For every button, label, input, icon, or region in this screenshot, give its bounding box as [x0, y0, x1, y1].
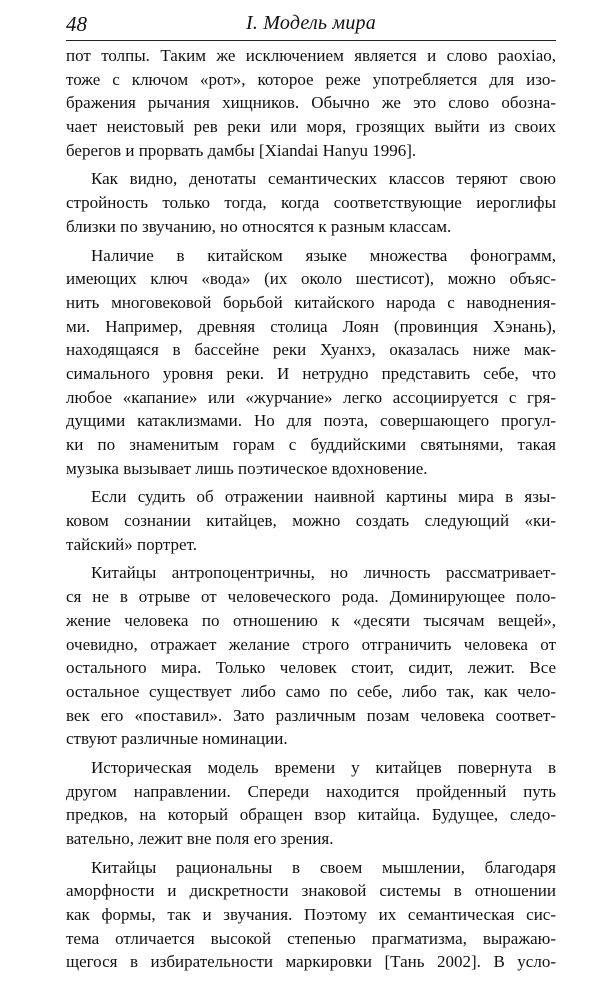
text-line: ковом сознании китайцев, можно создать следующий «ки-: [66, 511, 556, 531]
text-line: остального мира. Только человек стоит, сидит, лежит. Все: [66, 658, 556, 678]
text-line: тайский» портрет.: [66, 534, 197, 554]
text-line: стройность только тогда, когда соответствующие иероглифы: [66, 193, 556, 213]
text-line: жение человека по отношению к «десяти тысячам вещей»,: [66, 610, 556, 630]
text-line: Историческая модель времени у китайцев повернута в: [91, 757, 556, 777]
text-line: ки по знаменитым горам с буддийскими святынями, такая: [66, 435, 556, 454]
text-line: берегов и прорвать дамбы [Xiandai Hanyu 1996].: [66, 140, 417, 160]
text-line: любое «капание» или «журчание» легко ассоциируется с гря-: [66, 387, 556, 407]
body-text: [66, 44, 556, 974]
text-line: пот толпы. Таким же исключением является и слово paoxiao,: [66, 46, 556, 65]
text-line: имеющих ключ «вода» (их около шестисот), можно объяс-: [66, 269, 556, 289]
paragraph: [66, 244, 556, 481]
paragraph: [66, 44, 556, 162]
text-line: щегося в избирательности маркировки [Тань 2002]. В усло-: [66, 952, 556, 972]
text-line: как формы, так и звучания. Поэтому их семантическая сис-: [66, 905, 556, 925]
text-line: Китайцы рациональны в своем мышлении, благодаря: [91, 857, 556, 877]
text-line: музыка вызывает лишь поэтическое вдохновение.: [66, 458, 428, 478]
text-line: вательно, лежит вне поля его зрения.: [66, 829, 334, 848]
header-rule: [66, 40, 556, 41]
text-line: тоже с ключом «рот», которое реже употребляется для изо-: [66, 69, 556, 89]
paragraph: [66, 856, 556, 974]
text-line: находящаяся в бассейне реки Хуанхэ, оказалась ниже мак-: [66, 340, 556, 360]
text-line: ствуют различные номинации.: [66, 729, 288, 749]
text-line: век его «поставил». Зато различным позам человека соответ-: [66, 705, 556, 725]
paragraph: [66, 756, 556, 851]
text-line: другом направлении. Спереди находится пройденный путь: [66, 781, 556, 801]
text-line: остальное существует либо само по себе, либо так, как чело-: [66, 681, 556, 701]
text-line: чает неистовый рев реки или моря, грозящих выйти из своих: [66, 117, 556, 137]
running-head: I. Модель мира: [246, 12, 376, 34]
text-line: Китайцы антропоцентричны, но личность рассматривает-: [91, 563, 556, 583]
text-line: дущими катаклизмами. Но для поэта, совершающего прогул-: [66, 411, 556, 431]
text-line: аморфности и дискретности знаковой системы в отношении: [66, 881, 556, 901]
text-line: близки по звучанию, но относятся к разным классам.: [66, 216, 452, 236]
text-line: ся не в отрыве от человеческого рода. Доминирующее поло-: [66, 587, 556, 607]
paragraph: [66, 167, 556, 238]
paragraph: [66, 485, 556, 556]
text-line: бражения рычания хищников. Обычно же это слово обозна-: [66, 93, 556, 113]
page-number: 48: [66, 12, 87, 36]
text-line: симального уровня реки. И нетрудно представить себе, что: [66, 363, 556, 383]
text-line: нить многовековой борьбой китайского народа с наводнения-: [66, 292, 556, 312]
paragraph: [66, 561, 556, 751]
text-line: ми. Например, древняя столица Лоян (провинция Хэнань),: [66, 316, 556, 336]
text-line: очевидно, отражает желание строго отграничить человека от: [66, 634, 556, 654]
text-line: предков, на который обращен взор китайца. Будущее, следо-: [66, 805, 556, 825]
text-line: Как видно, денотаты семантических классов теряют свою: [91, 169, 556, 189]
text-line: тема отличается высокой степенью прагматизма, выражаю-: [66, 928, 556, 948]
page-header: [66, 8, 556, 38]
text-line: Наличие в китайском языке множества фонограмм,: [91, 245, 556, 265]
text-line: Если судить об отражении наивной картины мира в язы-: [91, 487, 556, 507]
